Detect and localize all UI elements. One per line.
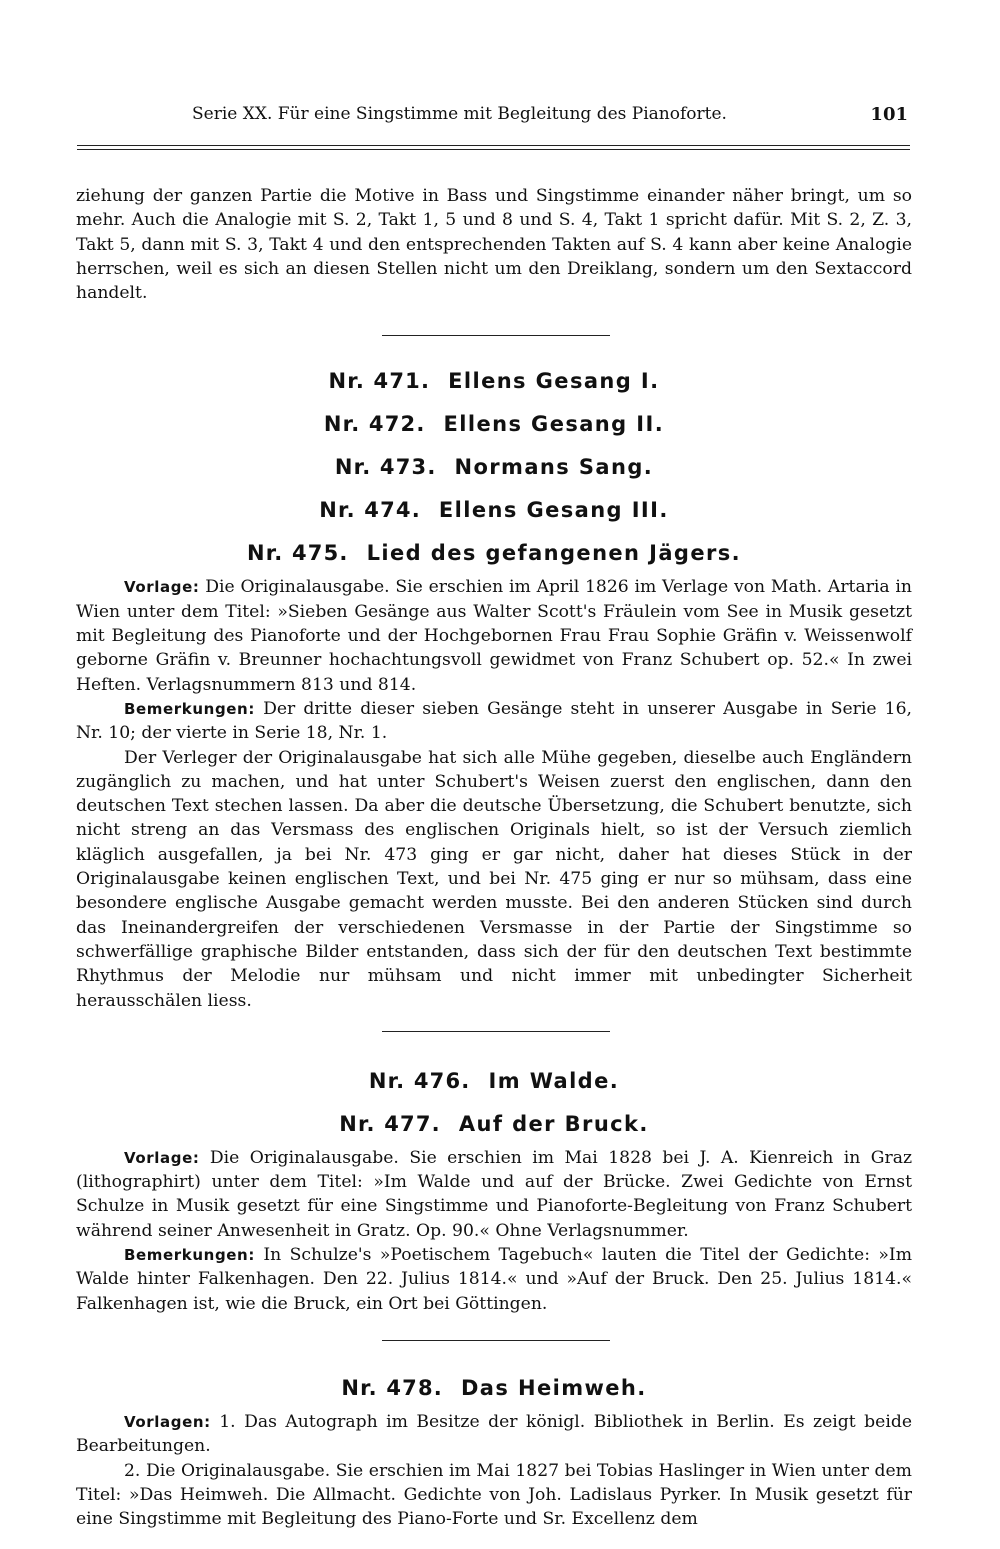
heading-number: Nr. 473. [334,455,437,480]
heading-title: Ellens Gesang I. [448,369,660,394]
heading-nr-476 [76,1060,912,1103]
vorlage-paragraph [76,575,912,696]
vorlagen-text: 1. Das Autograph im Besitze der königl. Bibliothek in Berlin. Es zeigt beide Bearbeitungen. [76,1411,912,1457]
section-divider [382,1340,610,1341]
page-body [76,184,912,1531]
running-title: Serie XX. Für eine Singstimme mit Begleitung des Pianoforte. [192,104,727,124]
vorlage-label: Vorlage: [124,1148,200,1167]
heading-nr-475 [76,532,912,575]
heading-title: Ellens Gesang II. [443,412,665,437]
section-divider [382,1031,610,1032]
heading-nr-474 [76,489,912,532]
heading-title: Im Walde. [488,1068,620,1093]
running-header [0,104,1000,130]
heading-nr-478 [76,1367,912,1410]
bemerkungen-label: Bemerkungen: [124,1246,255,1265]
bemerkungen-label: Bemerkungen: [124,699,255,718]
remarks-paragraph: Der Verleger der Originalausgabe hat sich alle Mühe gegeben, dieselbe auch Engländern zugänglich zu machen, und hat unter Schubert's Weisen zuerst den englischen, dann den deutschen Text stechen lassen. Da aber die deutsche Übersetzung, die Schubert benutzte, sich nicht streng an das Versmass des englischen Originals hielt, so ist der Versuch ziemlich kläglich ausgefallen, ja bei Nr. 473 ging er gar nicht, daher hat dieses Stück in der Originalausgabe keinen englischen Text, und bei Nr. 475 ging er nur so mühsam, dass eine besondere englische Ausgabe gemacht werden musste. Bei den anderen Stücken sind durch das Ineinandergreifen der verschiedenen Versmasse in der Partie der Singstimme so schwerfällige graphische Bilder entstanden, dass sich der für den deutschen Text bestimmte Rhythmus der Melodie nur mühsam und nicht immer mit unbedingter Sicherheit herausschälen liess. [76,747,912,1011]
vorlage-text: Die Originalausgabe. Sie erschien im April 1826 im Verlage von Math. Artaria in Wien unter dem Titel: »Sieben Gesänge aus Walter Scott's Fräulein vom See in Musik gesetzt mit Begleitung des Pianoforte und der Hochgebornen Frau Frau Sophie Gräfin v. Weissenwolf geborne Gräfin v. Breunner hochachtungsvoll gewidmet von Franz Schubert op. 52.« In zwei Heften. Verlagsnummern 813 und 814. [76,577,912,695]
bemerkungen-text: Der dritte dieser sieben Gesänge steht in unserer Ausgabe in Serie 16, Nr. 10; der vierte in Serie 18, Nr. 1. [76,698,913,744]
heading-title: Das Heimweh. [460,1375,647,1400]
vorlage-item-2: 2. Die Originalausgabe. Sie erschien im Mai 1827 bei Tobias Haslinger in Wien unter dem Titel: »Das Heimweh. Die Allmacht. Gedichte von Joh. Ladislaus Pyrker. In Musik gesetzt für eine Singstimme mit Begleitung des Piano-Forte und Sr. Excellenz dem [76,1460,912,1530]
bemerkungen-paragraph [76,1243,912,1316]
heading-number: Nr. 478. [341,1375,443,1400]
vorlagen-label: Vorlagen: [124,1412,211,1431]
heading-nr-473 [76,446,912,489]
heading-title: Auf der Bruck. [458,1111,649,1136]
heading-number: Nr. 474. [319,498,421,523]
page-number: 101 [870,104,908,125]
heading-title: Normans Sang. [454,455,654,480]
heading-title: Lied des gefangenen Jägers. [366,541,742,566]
vorlage-label: Vorlage: [124,578,200,597]
heading-nr-471 [76,360,912,403]
heading-title: Ellens Gesang III. [438,498,669,523]
heading-number: Nr. 475. [246,541,349,566]
vorlage-text: Die Originalausgabe. Sie erschien im Mai 1828 bei J. A. Kienreich in Graz (lithographirt) unter dem Titel: »Im Walde und auf der Brücke. Zwei Gedichte von Ernst Schulze in Musik gesetzt für eine Singstimme und Pianoforte-Begleitung von Franz Schubert während seiner Anwesenheit in Gratz. Op. 90.« Ohne Verlagsnummer. [76,1147,912,1241]
heading-nr-477 [76,1103,912,1146]
heading-number: Nr. 476. [368,1068,471,1093]
heading-nr-472 [76,403,912,446]
section-divider [382,335,610,336]
heading-number: Nr. 477. [339,1111,441,1136]
bemerkungen-text: In Schulze's »Poetischem Tagebuch« lauten die Titel der Gedichte: »Im Walde hinter Falkenhagen. Den 22. Julius 1814.« und »Auf der Bruck. Den 25. Julius 1814.« Falkenhagen ist, wie die Bruck, ein Ort bei Göttingen. [76,1245,912,1314]
bemerkungen-paragraph [76,697,912,746]
intro-paragraph: ziehung der ganzen Partie die Motive in Bass und Singstimme einander näher bringt, um so mehr. Auch die Analogie mit S. 2, Takt 1, 5 und 8 und S. 4, Takt 1 spricht dafür. Mit S. 2, Z. 3, Takt 5, dann mit S. 3, Takt 4 und den entsprechenden Takten auf S. 4 kann aber keine Analogie herrschen, weil es sich an diesen Stellen nicht um den Dreiklang, sondern um den Sextaccord handelt. [76,186,912,304]
header-double-rule [77,145,910,150]
heading-number: Nr. 472. [323,412,426,437]
heading-number: Nr. 471. [328,369,431,394]
vorlagen-paragraph [76,1410,912,1459]
vorlage-paragraph [76,1146,912,1243]
